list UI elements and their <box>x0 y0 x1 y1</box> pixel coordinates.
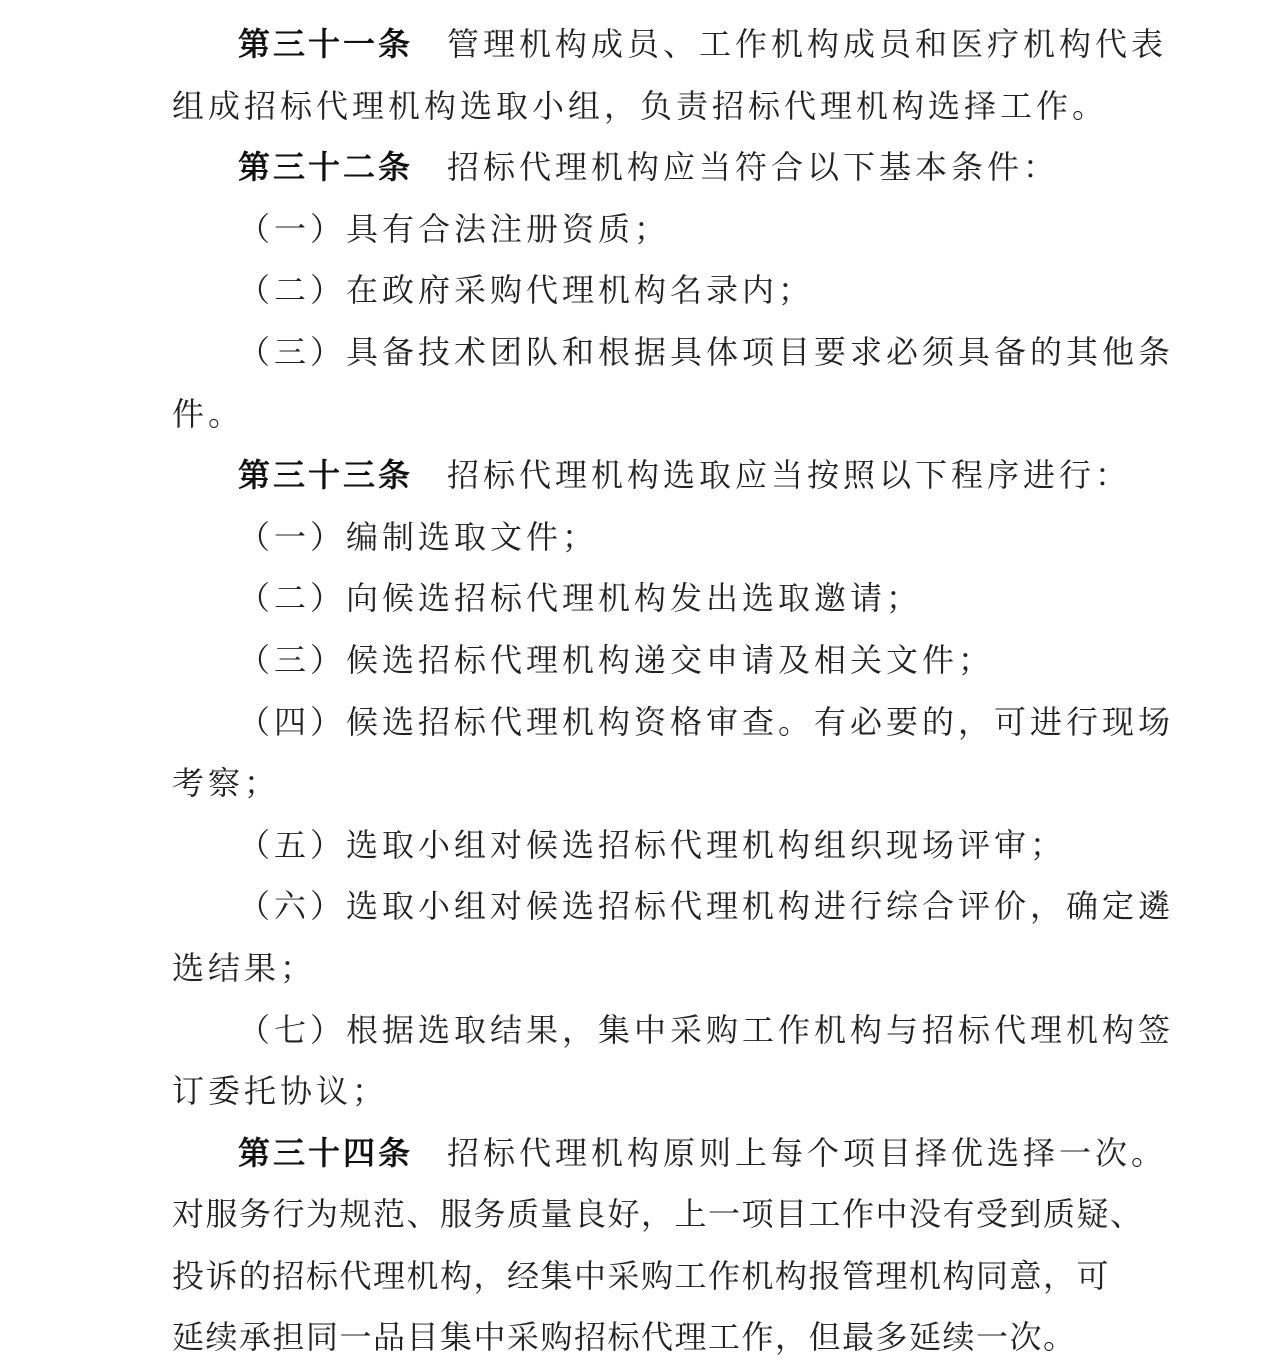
list-item-text: （七）根据选取结果，集中采购工作机构与招标代理机构签 <box>238 1010 1175 1049</box>
list-item-text: （六）选取小组对候选招标代理机构进行综合评价，确定遴 <box>238 887 1175 926</box>
list-item-text: （三）候选招标代理机构递交申请及相关文件； <box>238 640 995 679</box>
article-34-line-2 <box>172 1184 1144 1246</box>
article-text: 投诉的招标代理机构，经集中采购工作机构报管理机构同意，可 <box>172 1256 1111 1295</box>
article-31-line-2 <box>172 76 1117 138</box>
article-text: 管理机构成员、工作机构成员和医疗机构代表 <box>447 25 1168 63</box>
list-item-text: 订委托协议； <box>172 1072 389 1111</box>
article-heading: 第三十三条 <box>238 456 414 495</box>
list-item-text: （三）具备技术团队和根据具体项目要求必须具备的其他条 <box>238 332 1175 371</box>
article-34-line-3 <box>172 1246 1117 1308</box>
list-item-continuation <box>172 753 1117 815</box>
list-item <box>172 322 1175 384</box>
article-text: 招标代理机构原则上每个项目择优选择一次。 <box>447 1133 1168 1172</box>
article-heading: 第三十二条 <box>238 148 414 187</box>
article-text: 招标代理机构选取应当按照以下程序进行： <box>447 456 1132 495</box>
list-item-text: （一）编制选取文件； <box>238 517 599 556</box>
list-item <box>172 568 1117 630</box>
list-item <box>172 507 1117 569</box>
list-item <box>172 630 1117 692</box>
list-item-continuation <box>172 1061 1117 1123</box>
list-item-text: 选结果； <box>172 948 317 987</box>
list-item-text: （四）候选招标代理机构资格审查。有必要的，可进行现场 <box>238 702 1175 741</box>
list-item-text: （二）在政府采购代理机构名录内； <box>238 271 815 310</box>
article-34-line-4 <box>172 1307 1117 1369</box>
list-item-text: （五）选取小组对候选招标代理机构组织现场评审； <box>238 825 1067 864</box>
article-text: 延续承担同一品目集中采购招标代理工作，但最多延续一次。 <box>172 1318 1077 1357</box>
list-item-continuation <box>172 938 1117 1000</box>
list-item-text: 考察； <box>172 764 281 803</box>
article-text: 对服务行为规范、服务质量良好，上一项目工作中没有受到质疑、 <box>172 1195 1144 1234</box>
list-item-text: （一）具有合法注册资质； <box>238 209 671 248</box>
list-item-text: 件。 <box>172 394 245 433</box>
list-item <box>172 815 1117 877</box>
article-text: 招标代理机构应当符合以下基本条件： <box>447 148 1060 187</box>
list-item <box>172 692 1175 754</box>
list-item <box>172 1000 1175 1062</box>
document-page <box>172 14 1175 1369</box>
list-item <box>172 199 1117 261</box>
list-item-continuation <box>172 384 1117 446</box>
article-heading: 第三十四条 <box>238 1133 414 1172</box>
article-heading: 第三十一条 <box>238 25 414 63</box>
article-32-line-1 <box>172 137 1117 199</box>
article-33-line-1 <box>172 445 1132 507</box>
list-item-text: （二）向候选招标代理机构发出选取邀请； <box>238 579 923 618</box>
article-text: 组成招标代理机构选取小组，负责招标代理机构选择工作。 <box>172 86 1109 125</box>
article-34-line-1 <box>172 1123 1168 1185</box>
list-item <box>172 876 1175 938</box>
list-item <box>172 260 1117 322</box>
article-31-line-1 <box>172 14 1168 76</box>
